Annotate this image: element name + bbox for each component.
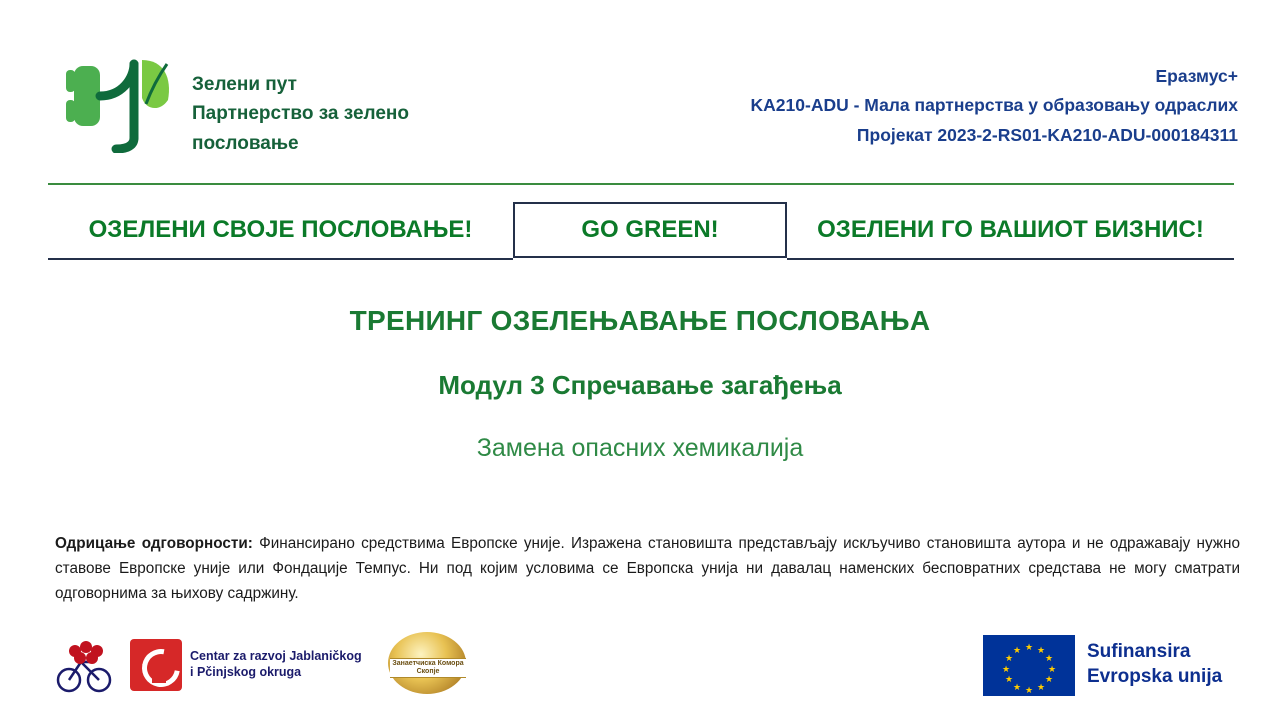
eu-caption <box>1087 640 1222 689</box>
programme-line-2: KA210-ADU - Мала партнерства у образовању одраслих <box>750 95 1238 116</box>
org-name-line-2: Партнерство за зелено <box>192 103 409 125</box>
organization-name <box>192 70 409 158</box>
slogan-serbian: ОЗЕЛЕНИ СВОЈЕ ПОСЛОВАЊЕ! <box>48 202 513 260</box>
org-name-line-1: Зелени пут <box>192 74 297 95</box>
eu-cofunding-logo <box>983 634 1238 696</box>
slogan-band <box>48 202 1234 260</box>
disclaimer <box>55 532 1240 606</box>
programme-line-3: Пројекат 2023-2-RS01-KA210-ADU-000184311 <box>856 124 1238 145</box>
page-title: ТРЕНИНГ ОЗЕЛЕЊАВАЊЕ ПОСЛОВАЊА <box>349 305 931 336</box>
green-path-logo-icon <box>60 48 180 153</box>
programme-info <box>751 62 1238 150</box>
header-divider <box>48 183 1234 185</box>
footer-logos <box>0 630 1280 710</box>
title-block <box>0 305 1280 463</box>
chamber-caption-line-2: Скопје <box>416 668 440 675</box>
eu-caption-line-1: Sufinansira <box>1087 641 1191 663</box>
chamber-caption-line-1: Занаетчиска Комора <box>392 659 464 667</box>
module-subtitle: Замена опасних хемикалија <box>476 434 804 462</box>
slide-header <box>0 0 1280 185</box>
centar-caption-line-2: i Pčinjskog okruga <box>190 665 302 679</box>
eu-caption-line-2: Evropska unija <box>1087 666 1223 687</box>
disclaimer-text: Финансирано средствима Европске уније. Изражена становишта представљају искључиво становишта аутора и не одражавају нужно ставове Европске уније или Фондације Темпус. Ни под којим условима се Европска унија ни давалац наменских бесповратних средстава не могу сматрати одговорнима за њихову садржину. <box>55 535 1240 602</box>
slogan-english: GO GREEN! <box>513 202 787 258</box>
org-name-line-3: пословање <box>192 132 299 154</box>
centar-za-razvoj-logo <box>130 634 370 696</box>
slogan-macedonian: ОЗЕЛЕНИ ГО ВАШИОТ БИЗНИС! <box>787 202 1234 260</box>
eu-flag-icon: ★ ★ ★ ★ ★ ★ ★ ★ ★ ★ ★ ★ <box>983 635 1075 696</box>
chamber-caption <box>390 658 466 678</box>
centar-caption-line-1: Centar za razvoj Jablaničkog <box>190 649 362 664</box>
centar-caption <box>190 649 362 680</box>
module-title: Модул 3 Спречавање загађења <box>438 370 842 400</box>
centar-swirl-icon <box>130 639 182 691</box>
project-logo-block <box>60 48 409 158</box>
disclaimer-label: Одрицање одговорности: <box>55 535 253 552</box>
programme-line-1: Еразмус+ <box>1155 66 1238 86</box>
zanaetciska-komora-skopje-logo <box>380 632 476 702</box>
bicycle-association-logo <box>55 638 115 698</box>
